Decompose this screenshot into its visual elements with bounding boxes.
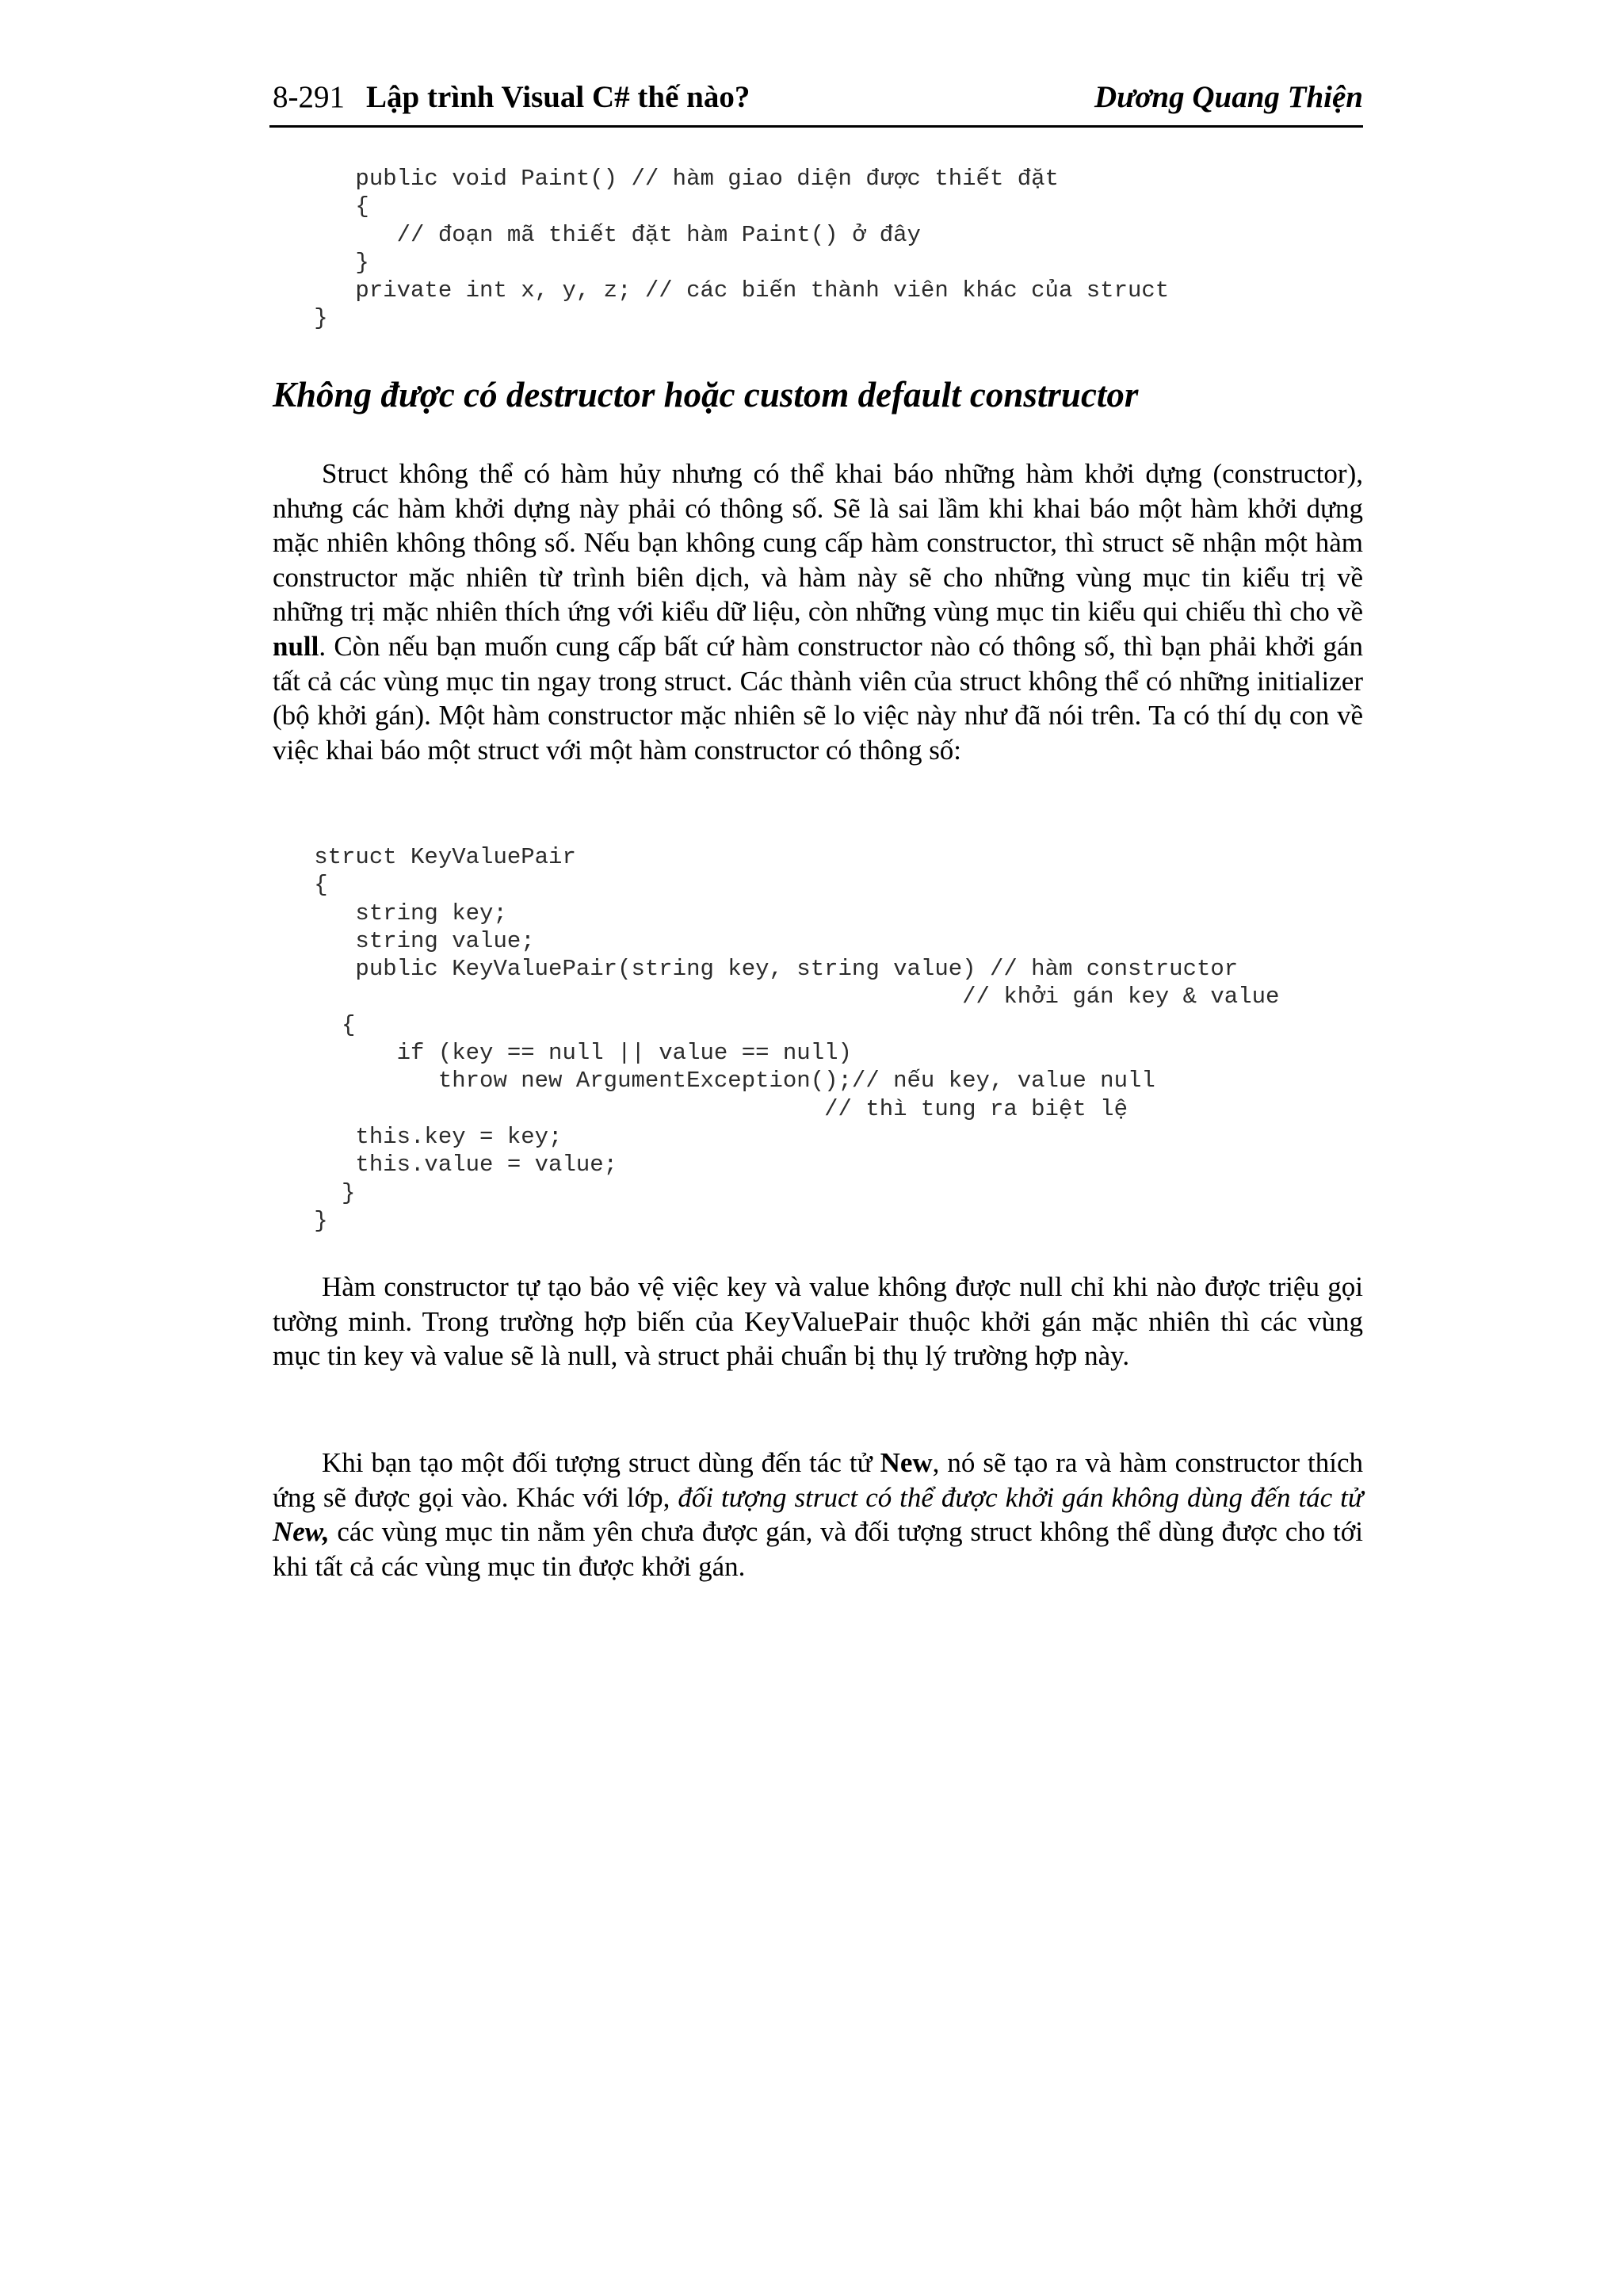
author-name: Dương Quang Thiện bbox=[1094, 80, 1363, 114]
paragraph-new-text-2: , nó sẽ tạo ra và hàm constructor thích ứng sẽ được gọi vào. Khác với lớp, bbox=[273, 1447, 1363, 1513]
new-keyword: New bbox=[880, 1447, 933, 1478]
new-keyword-italic: New, bbox=[273, 1516, 330, 1548]
section-heading: Không được có destructor hoặc custom default constructor bbox=[273, 375, 1139, 415]
book-title: Lập trình Visual C# thế nào? bbox=[366, 80, 750, 114]
header-divider bbox=[269, 125, 1363, 128]
paragraph-new-text-1: Khi bạn tạo một đối tượng struct dùng đến tác tử bbox=[322, 1447, 880, 1478]
paragraph-constructors-text-1: Struct không thể có hàm hủy nhưng có thể khai báo những hàm khởi dựng (constructor), nhưng các hàm khởi dựng này phải có thông số. Sẽ là sai lầm khi khai báo một hàm khởi dựng mặc nhiên không thông số. Nếu bạn không cung cấp hàm constructor, thì struct sẽ nhận một hàm constructor mặc nhiên từ trình biên dịch, và hàm này sẽ cho những vùng mục tin kiểu trị về những trị mặc nhiên thích ứng với kiểu dữ liệu, còn những vùng mục tin kiểu qui chiếu thì cho về bbox=[273, 458, 1363, 628]
code-block-paint: public void Paint() // hàm giao diện được thiết đặt { // đoạn mã thiết đặt hàm Paint() ở đây } private int x, y, z; // các biến thành viên khác của struct } bbox=[314, 166, 1170, 332]
code-block-keyvaluepair: struct KeyValuePair { string key; string value; public KeyValuePair(string key, string value) // hàm constructor // khởi gán key & value { if (key == null || value == null) throw new ArgumentException();// nếu key, value null // thì tung ra biệt lệ this.key = key; this.value = value; } } bbox=[314, 844, 1280, 1234]
page-number: 8-291 bbox=[273, 80, 345, 114]
page-header bbox=[273, 73, 1363, 128]
paragraph-constructors bbox=[273, 457, 1363, 767]
paragraph-new-operator bbox=[273, 1446, 1363, 1584]
paragraph-constructor-null-check: Hàm constructor tự tạo bảo vệ việc key và value không được null chỉ khi nào được triệu gọi tường minh. Trong trường hợp biến của KeyValuePair thuộc khởi gán mặc nhiên thì các vùng mục tin key và value sẽ là null, và struct phải chuẩn bị thụ lý trường hợp này. bbox=[273, 1271, 1363, 1372]
paragraph-constructors-text-2: . Còn nếu bạn muốn cung cấp bất cứ hàm constructor nào có thông số, thì bạn phải khởi gán tất cả các vùng mục tin ngay trong struct. Các thành viên của struct không thể có những initializer (bộ khởi gán). Một hàm constructor mặc nhiên sẽ lo việc này như đã nói trên. Ta có thí dụ con về việc khai báo một struct với một hàm constructor có thông số: bbox=[273, 630, 1363, 766]
paragraph-new-text-3: các vùng mục tin nằm yên chưa được gán, và đối tượng struct không thể dùng được cho tới khi tất cả các vùng mục tin được khởi gán. bbox=[273, 1516, 1363, 1582]
paragraph-new-italic: đối tượng struct có thể được khởi gán không dùng đến tác tử bbox=[678, 1481, 1363, 1513]
null-keyword: null bbox=[273, 630, 319, 662]
